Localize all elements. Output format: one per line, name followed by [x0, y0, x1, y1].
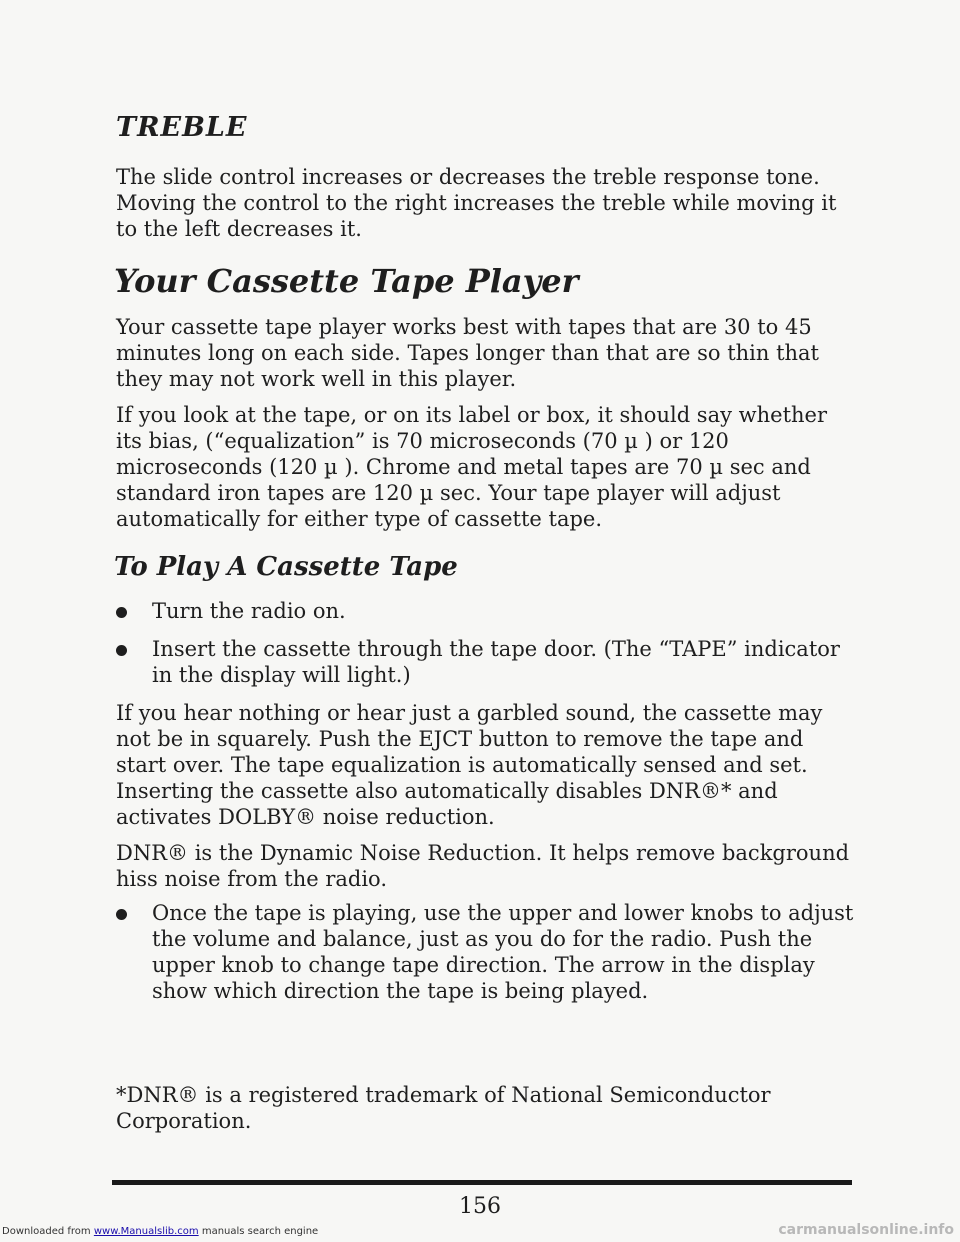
- cassette-heading: Your Cassette Tape Player: [114, 262, 579, 300]
- footnote: *DNR® is a registered trademark of National Semiconductor Corporation.: [116, 1083, 771, 1133]
- download-banner: [2, 1226, 318, 1237]
- cassette-paragraph-2: If you look at the tape, or on its label or box, it should say whether its bias, (“equalization” is 70 microseconds (70 µ ) or 120 microseconds (120 µ ). Chrome and metal tapes are 70 µ sec and standard iron tapes are 120 µ sec. Your tape player will adjust automatically for either type of cassette tape.: [116, 403, 828, 531]
- list-item-tape-playing: [116, 900, 856, 1004]
- list-item-insert-cassette: [116, 636, 856, 688]
- dnr-paragraph: DNR® is the Dynamic Noise Reduction. It helps remove background hiss noise from the radio.: [116, 841, 850, 891]
- page-number: 156: [459, 1194, 501, 1219]
- treble-paragraph: The slide control increases or decreases the treble response tone. Moving the control to the right increases the treble while moving it to the left decreases it.: [116, 165, 837, 241]
- footer-rule: [112, 1180, 852, 1185]
- download-banner-prefix: Downloaded from: [2, 1226, 91, 1237]
- bullet-icon: [116, 607, 127, 618]
- list-item-text: Insert the cassette through the tape door. (The “TAPE” indicator in the display will light.): [152, 637, 840, 687]
- list-item-text: Turn the radio on.: [152, 599, 346, 623]
- cassette-paragraph-1: Your cassette tape player works best with tapes that are 30 to 45 minutes long on each side. Tapes longer than that are so thin that they may not work well in this player.: [116, 315, 819, 391]
- treble-heading: TREBLE: [116, 112, 248, 143]
- bullet-icon: [116, 645, 127, 656]
- list-item-text: Once the tape is playing, use the upper and lower knobs to adjust the volume and balance, just as you do for the radio. Push the upper knob to change tape direction. The arrow in the display show which direction the tape is being played.: [152, 901, 854, 1003]
- play-heading: To Play A Cassette Tape: [114, 552, 458, 582]
- bullet-icon: [116, 909, 127, 920]
- list-item-turn-radio-on: [116, 598, 856, 624]
- download-banner-suffix: manuals search engine: [201, 1226, 319, 1237]
- watermark-logo: carmanualsonline.info: [778, 1222, 954, 1238]
- manualslib-link[interactable]: www.Manualslib.com: [93, 1226, 199, 1237]
- garbled-sound-paragraph: If you hear nothing or hear just a garbled sound, the cassette may not be in squarely. Push the EJCT button to remove the tape and start over. The tape equalization is automatically sensed and set. Inserting the cassette also automatically disables DNR®* and activates DOLBY® noise reduction.: [116, 701, 823, 829]
